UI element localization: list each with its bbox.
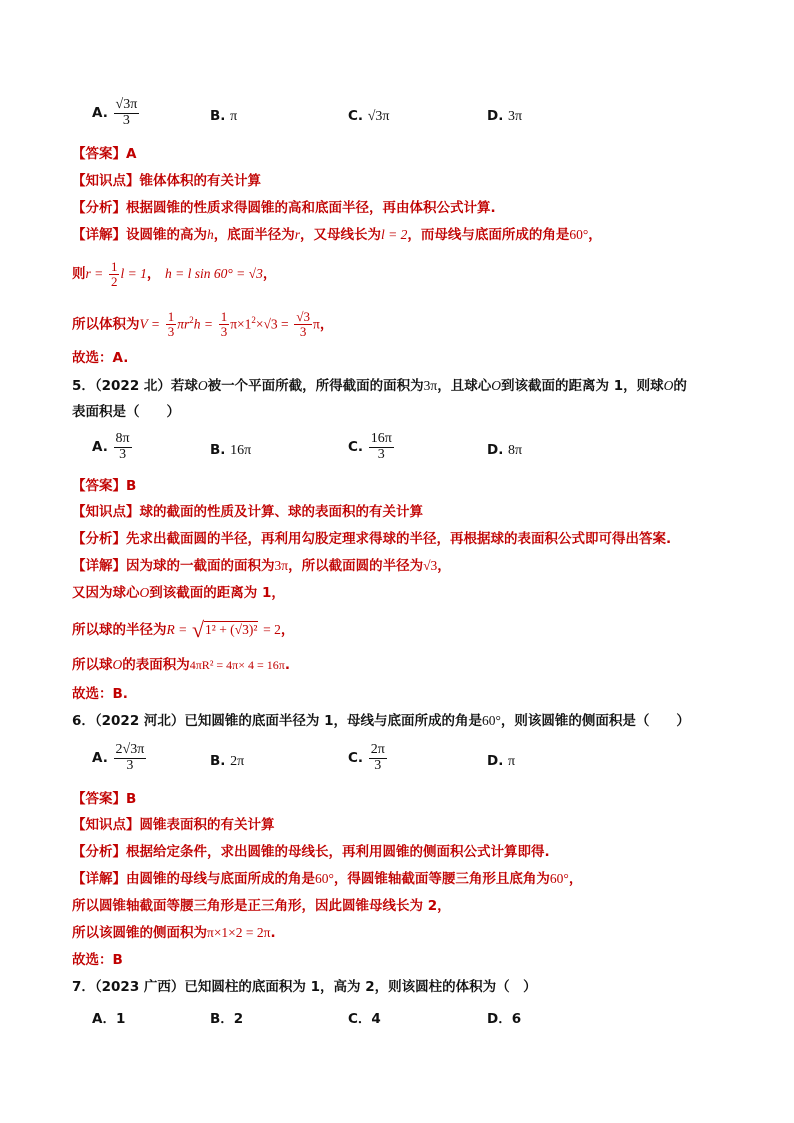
q6-choose: 故选：B xyxy=(72,952,123,968)
q4-detail-line-3: 所以体积为V = $\frac{1}{3}$ $\pi r^2h$ = $\frac{1}{3}$ $\pi\times 1^2\times√3$ = $\frac{√3}{3}$ π， xyxy=(72,309,334,339)
q4-answer: 【答案】A xyxy=(72,146,137,162)
q6-detail-line-2: 所以圆锥轴截面等腰三角形是正三角形，因此圆锥母线长为 2， xyxy=(72,898,451,914)
q6-answer: 【答案】B xyxy=(72,791,137,807)
q4-choose: 故选：A. xyxy=(72,350,129,366)
q6-analysis: 【分析】根据给定条件，求出圆锥的母线长，再利用圆锥的侧面积公式计算即得. xyxy=(72,844,550,860)
q4-knowledge-point: 【知识点】锥体体积的有关计算 xyxy=(72,173,261,189)
q7-option-b: B．2 xyxy=(210,1011,244,1027)
q5-detail-line-4: 所以球O的表面积为4πR² = 4π× 4 = 16π. xyxy=(72,657,290,673)
q6-option-a: A. $\frac{2√3\pi}{3}$ xyxy=(92,742,145,773)
q5-stem-line-1: 5．（2022 北）若球O被一个平面所截，所得截面的面积为3π，且球心O到该截面的距离为 1，则球O的 xyxy=(72,378,687,394)
q4-option-a: A. $\frac{√3\pi}{3}$ xyxy=(92,97,138,128)
q5-analysis: 【分析】先求出截面圆的半径，再利用勾股定理求得球的半径，再根据球的表面积公式即可得出答案. xyxy=(72,531,672,547)
q6-detail-line-3: 所以该圆锥的侧面积为π×1×2 = 2π. xyxy=(72,925,276,941)
q5-detail-line-3: 所以球的半径为R = √1² + (√3)² = 2， xyxy=(72,617,295,642)
q7-option-d: D．6 xyxy=(487,1011,522,1027)
q6-knowledge-point: 【知识点】圆锥表面积的有关计算 xyxy=(72,817,275,833)
q6-option-d: D. π xyxy=(487,753,516,769)
q6-detail-line-1: 【详解】由圆锥的母线与底面所成的角是60°，得圆锥轴截面等腰三角形且底角为60°， xyxy=(72,871,583,887)
q5-stem-line-2: 表面积是（ ） xyxy=(72,404,180,420)
q5-answer: 【答案】B xyxy=(72,478,137,494)
q5-option-c: C. $\frac{16\pi}{3}$ xyxy=(348,431,392,462)
q4-option-d: D. 3π xyxy=(487,108,523,124)
q4-detail-line-2: 则r = $\frac{1}{2}$ l = 1， h = l sin 60° = √3， xyxy=(72,259,277,289)
q5-knowledge-point: 【知识点】球的截面的性质及计算、球的表面积的有关计算 xyxy=(72,504,423,520)
q7-option-c: C．4 xyxy=(348,1011,381,1027)
q5-option-b: B. 16π xyxy=(210,442,252,458)
q6-stem: 6．（2022 河北）已知圆锥的底面半径为 1，母线与底面所成的角是60°，则该圆锥的侧面积是（ ） xyxy=(72,713,690,729)
q7-option-a: A．1 xyxy=(92,1011,126,1027)
q4-option-b: B. π xyxy=(210,108,238,124)
q5-detail-line-2: 又因为球心O到该截面的距离为 1， xyxy=(72,585,285,601)
q6-option-b: B. 2π xyxy=(210,753,245,769)
q4-detail-line-1: 【详解】设圆锥的高为h，底面半径为r，又母线长为l = 2，而母线与底面所成的角是60°， xyxy=(72,227,602,243)
q7-stem: 7．（2023 广西）已知圆柱的底面积为 1，高为 2，则该圆柱的体积为（ ） xyxy=(72,979,537,995)
q5-choose: 故选：B. xyxy=(72,686,128,702)
q5-option-a: A. $\frac{8\pi}{3}$ xyxy=(92,431,130,462)
q6-option-c: C. $\frac{2\pi}{3}$ xyxy=(348,742,385,773)
q5-detail-line-1: 【详解】因为球的一截面的面积为3π，所以截面圆的半径为√3， xyxy=(72,558,451,574)
q5-option-d: D. 8π xyxy=(487,442,523,458)
q4-option-c: C. √3π xyxy=(348,108,390,124)
q4-analysis: 【分析】根据圆锥的性质求得圆锥的高和底面半径，再由体积公式计算. xyxy=(72,200,496,216)
